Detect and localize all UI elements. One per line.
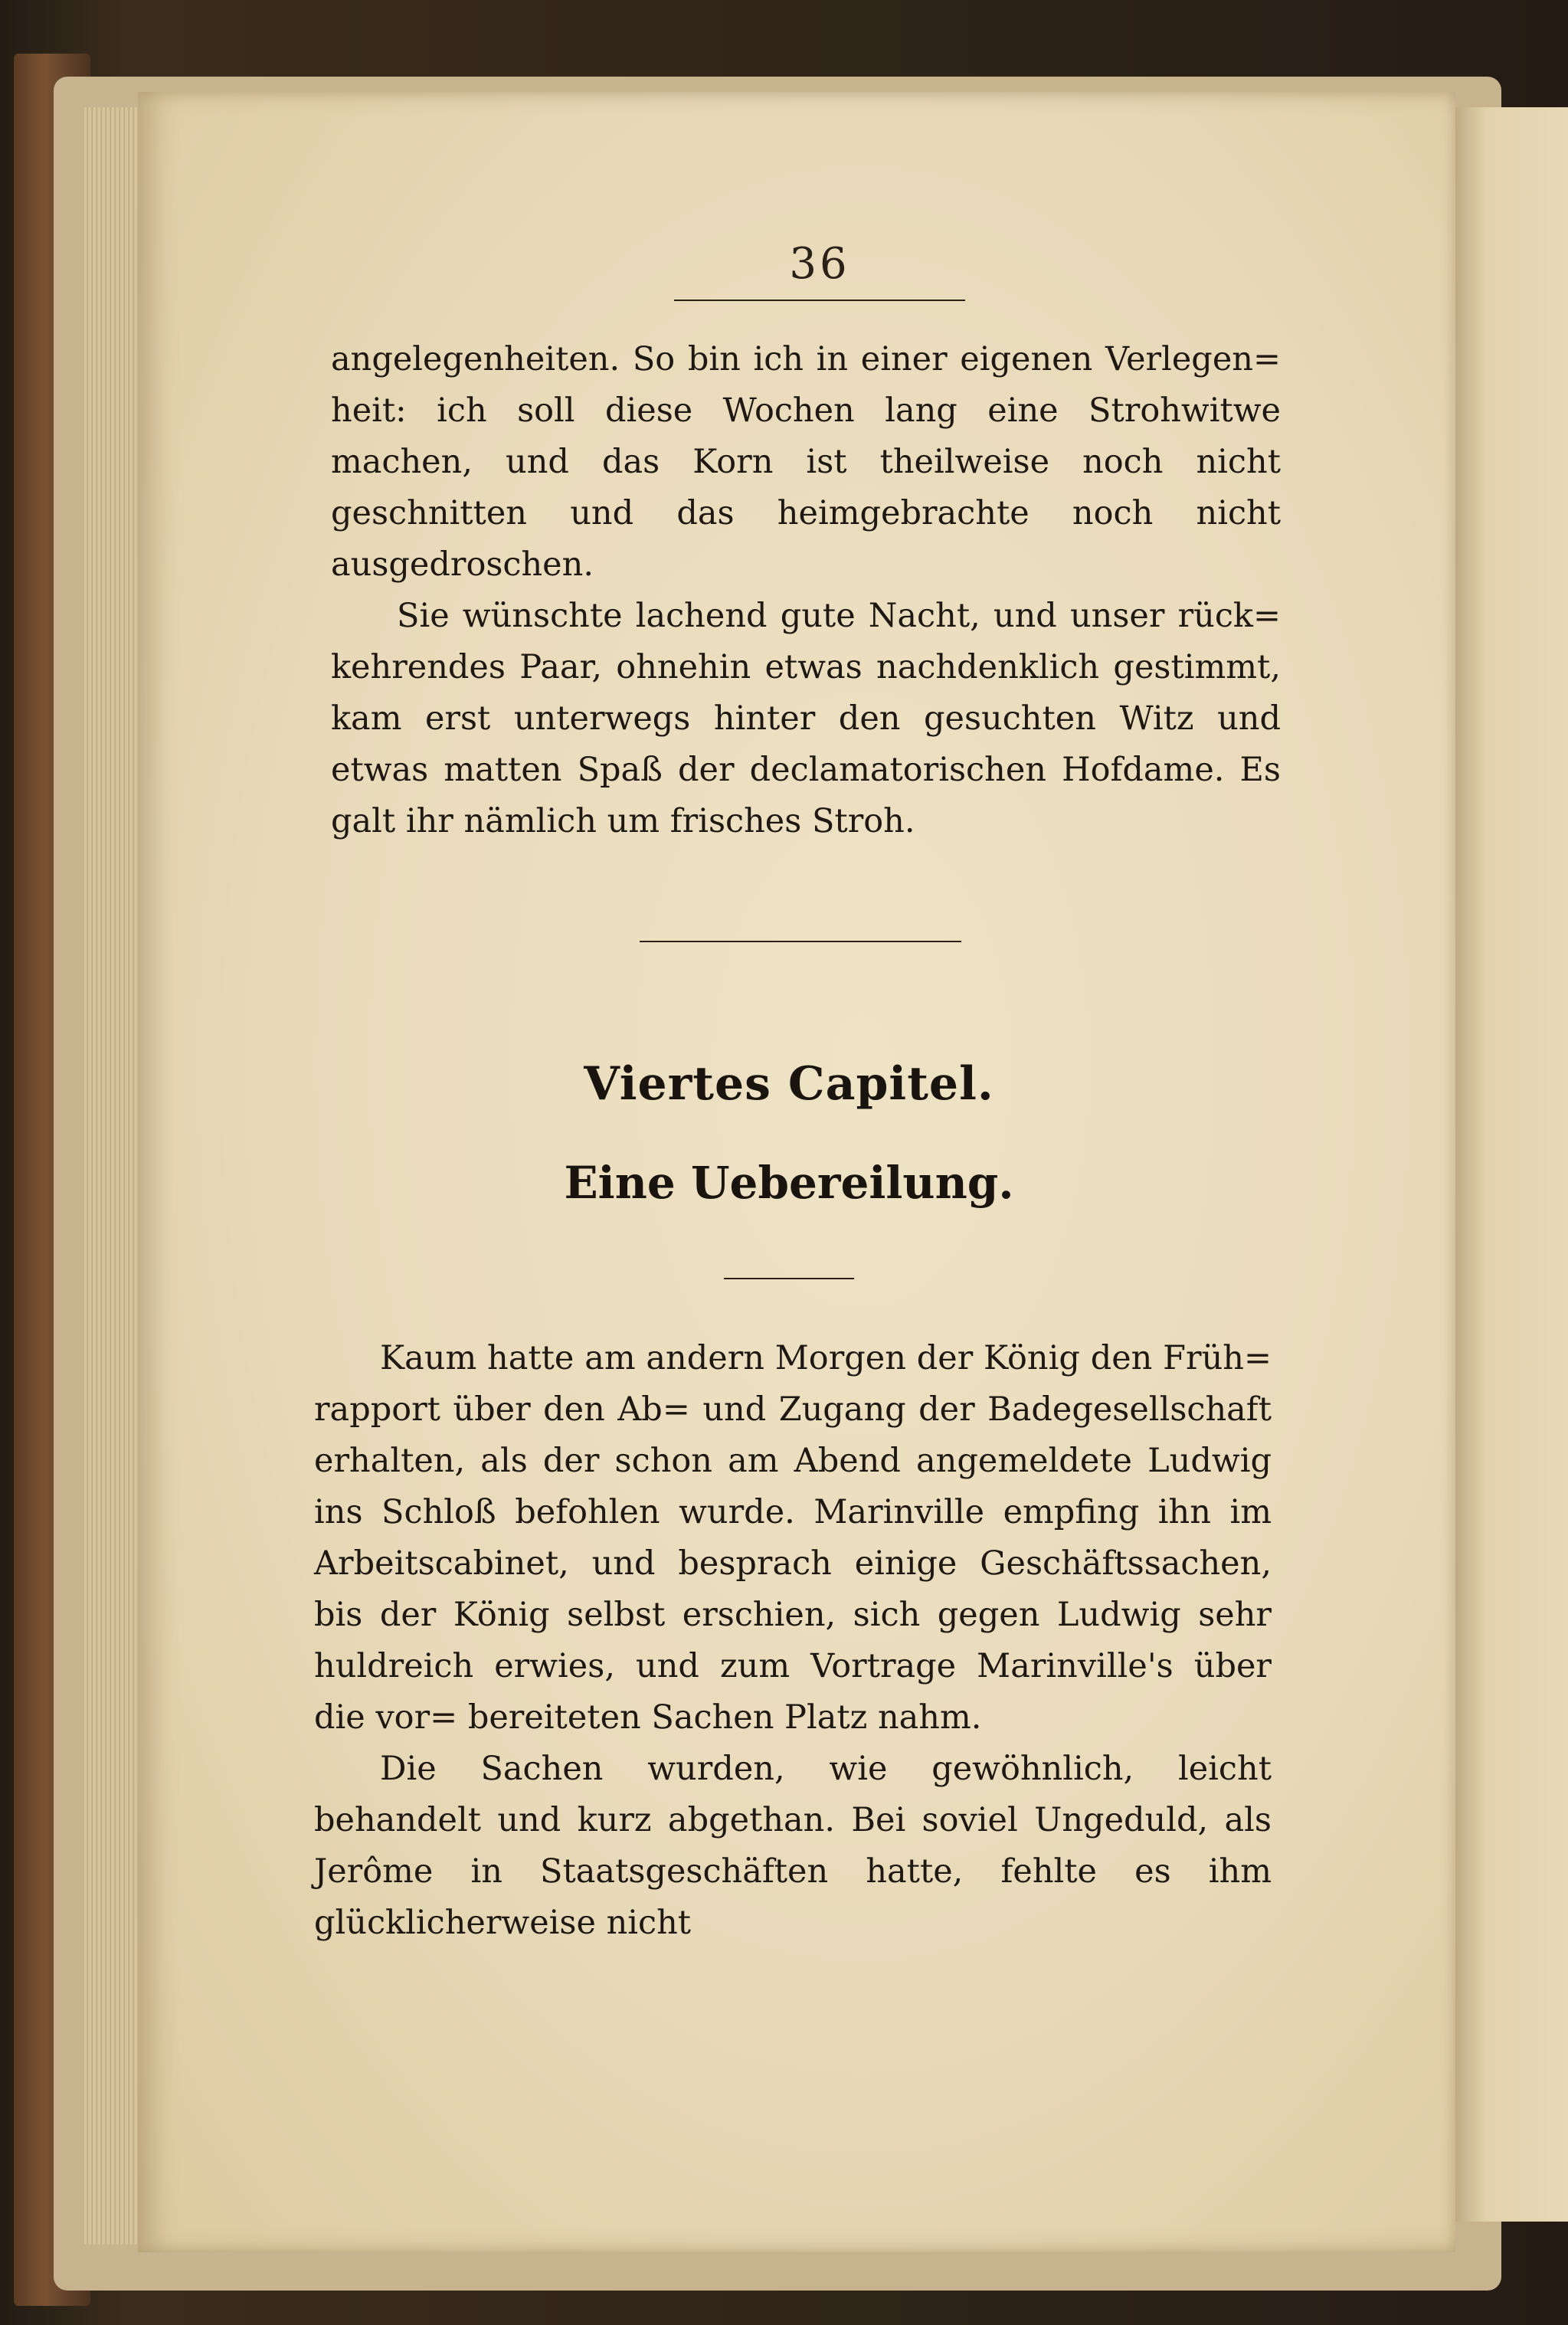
page-header: [674, 239, 965, 301]
paragraph: Kaum hatte am andern Morgen der König den Früh= rapport über den Ab= und Zugang der Badegesellschaft erhalten, als der schon am Abend angemeldete Ludwig ins Schloß befohlen wurde. Marinville empfing ihn im Arbeitscabinet, und besprach einige Geschäftssachen, bis der König selbst erschien, sich gegen Ludwig sehr huldreich erwies, und zum Vortrage Marinville's über die vor= bereiteten Sachen Platz nahm.: [314, 1339, 1272, 1737]
top-text-block: [331, 334, 1281, 847]
chapter-divider: [724, 1278, 854, 1279]
bottom-text-block: [314, 1333, 1272, 1949]
page-stack-edges: [84, 107, 146, 2245]
paragraph: Die Sachen wurden, wie gewöhnlich, leicht behandelt und kurz abgethan. Bei soviel Ungeduld, als Jerôme in Staatsgeschäften hatte, fehlte es ihm glücklicherweise nicht: [314, 1750, 1272, 1942]
paragraph: angelegenheiten. So bin ich in einer eigenen Verlegen= heit: ich soll diese Wochen lang eine Strohwitwe machen, und das Korn ist theilweise noch nicht geschnitten und das heimgebrachte noch nicht ausgedroschen.: [331, 340, 1281, 584]
facing-page-edge: [1452, 107, 1568, 2222]
chapter-subtitle: Eine Uebereilung.: [564, 1157, 1014, 1209]
header-rule: [674, 300, 965, 301]
page-number: 36: [789, 239, 850, 289]
section-divider: [640, 941, 961, 942]
paragraph: Sie wünschte lachend gute Nacht, und unser rück= kehrendes Paar, ohnehin etwas nachdenklich gestimmt, kam erst unterwegs hinter den gesuchten Witz und etwas matten Spaß der declamatorischen Hofdame. Es galt ihr nämlich um frisches Stroh.: [331, 597, 1281, 840]
chapter-heading: Viertes Capitel.: [584, 1057, 994, 1111]
